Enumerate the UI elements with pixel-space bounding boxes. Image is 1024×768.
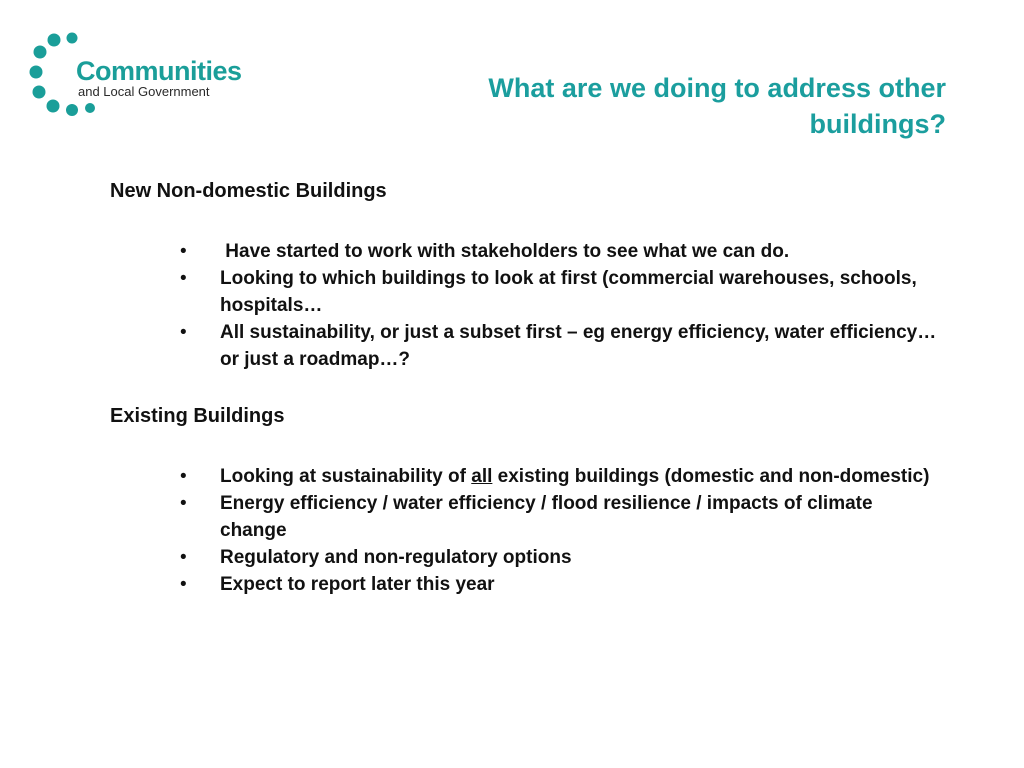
list-item-text: Regulatory and non-regulatory options <box>220 547 572 568</box>
logo-subtitle: and Local Government <box>78 84 210 99</box>
slide-title: What are we doing to address other buildings? <box>488 73 946 139</box>
logo <box>28 30 268 120</box>
bullet-icon: • <box>180 493 187 514</box>
list-item-text-before: Looking at sustainability of <box>220 466 472 487</box>
bullet-icon: • <box>180 466 187 487</box>
bullet-icon: • <box>180 547 187 568</box>
logo-name: Communities <box>76 56 242 86</box>
bullet-list <box>180 463 940 598</box>
emphasis-text: all <box>471 466 493 487</box>
list-item-text: Have started to work with stakeholders to see what we can do. <box>220 241 790 262</box>
bullet-icon: • <box>180 574 187 595</box>
section-heading: Existing Buildings <box>110 405 285 427</box>
bullet-icon: • <box>180 322 187 343</box>
list-item-text: Energy efficiency / water efficiency / flood resilience / impacts of climate change <box>220 493 873 541</box>
list-item <box>180 490 940 544</box>
list-item <box>180 463 940 490</box>
bullet-icon: • <box>180 268 187 289</box>
list-item <box>180 238 940 265</box>
section-existing-buildings <box>110 403 970 595</box>
list-item <box>180 571 940 598</box>
list-item-text: Expect to report later this year <box>220 574 495 595</box>
section-heading: New Non-domestic Buildings <box>110 180 387 202</box>
list-item-text: Looking to which buildings to look at first (commercial warehouses, schools, hospitals… <box>220 268 917 316</box>
list-item-text: All sustainability, or just a subset first – eg energy efficiency, water efficiency… or just a roadmap…? <box>220 322 937 370</box>
list-item <box>180 319 940 373</box>
list-item <box>180 265 940 319</box>
list-item-text-after: existing buildings (domestic and non-domestic) <box>492 466 930 487</box>
section-new-non-domestic <box>110 178 970 370</box>
list-item <box>180 544 940 571</box>
list-item-text <box>220 466 929 487</box>
bullet-icon: • <box>180 241 187 262</box>
bullet-list <box>180 238 940 373</box>
